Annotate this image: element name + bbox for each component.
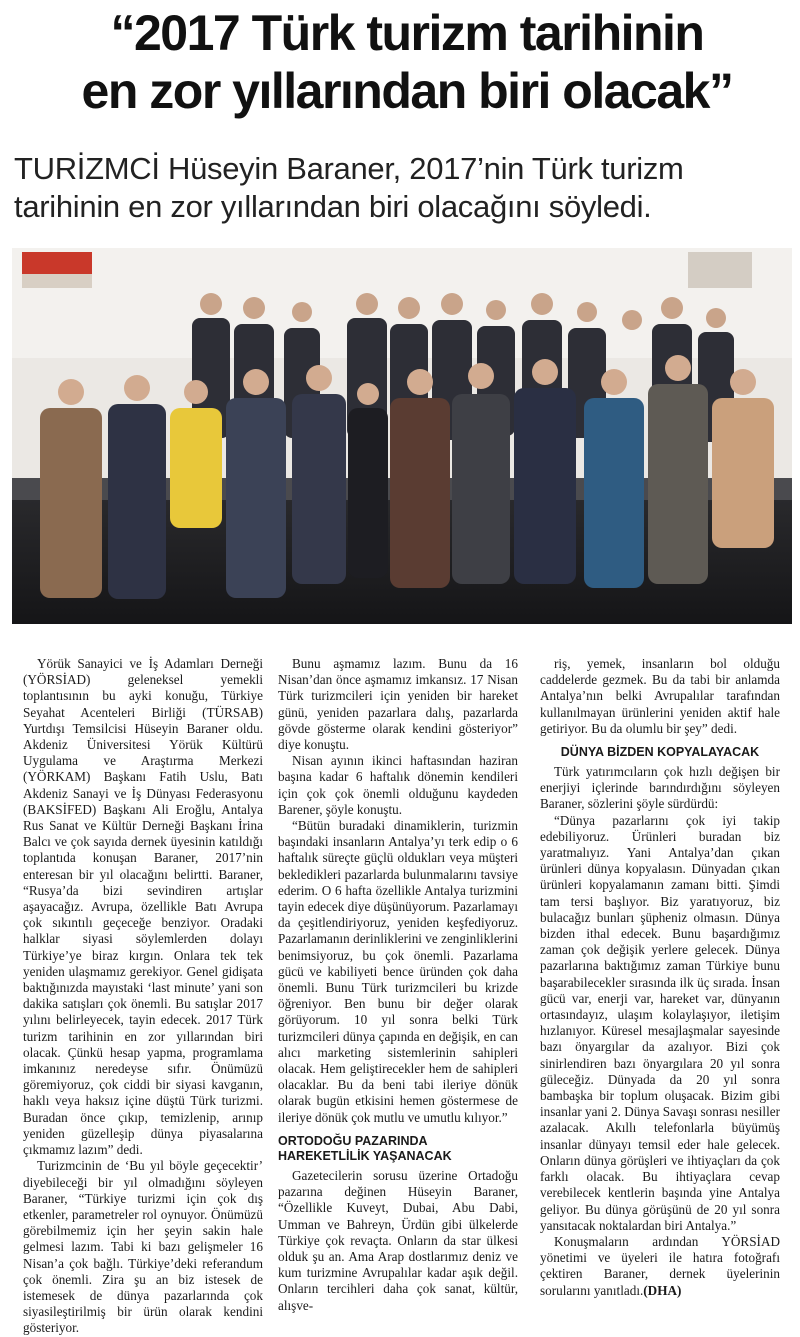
headline [22, 4, 792, 120]
article-paragraph: Gazetecilerin sorusu üzerine Ortadoğu pazarına değinen Hüseyin Baraner, “Özellikle Kuveyt, Dubai, Abu Dabi, Umman ve Bahreyn, Ürdün gibi ülkelerde Türkiye çok revaçta. Onların da star ülkesi olduk şu an. Ama Arap dostlarımız deniz ve kum turizmine Avrupalılar kadar aşık değil. Onların tercihleri daha çok sanat, kültür, alışve- [278, 1167, 518, 1313]
group-photo [12, 248, 792, 624]
article-column-3 [540, 656, 780, 1299]
article-column-2 [278, 656, 518, 1314]
subheading-middle-east: ORTODOĞU PAZARINDA HAREKETLİLİK YAŞANACAK [278, 1133, 452, 1163]
article-paragraph: Turizmcinin de ‘Bu yıl böyle geçecektir’ diyebileceği bir yıl olmadığını söyleyen Baraner, “Türkiye turizmi için çok dış etkenler, parametreler rol oynuyor. Önümüzü görebilmemiz için her şeyin sakin hale gelmesi lazım. Tabi ki bazı gelişmeler 16 Nisan’a çok bağlı. Türkiye’deki referandum çok önemli. Zira şu an biz istesek de istemesek de dünya pazarlarında çok siyasileştirilmiş bir ürün olarak kendini gösteriyor. [23, 1158, 263, 1336]
subheadline: TURİZMCİ Hüseyin Baraner, 2017’nin Türk turizm tarihinin en zor yıllarından biri olacağını söyledi. [14, 151, 684, 224]
subheading-world-copy: DÜNYA BİZDEN KOPYALAYACAK [560, 745, 760, 760]
article-paragraph-final [540, 1234, 780, 1299]
article-paragraph: Bunu aşmamız lazım. Bunu da 16 Nisan’dan önce aşmamız imkansız. 17 Nisan Türk turizmcileri için yeniden bir hareket günü, yeniden pazarlara dalış, pazarlarda gövde gösterme olarak kendini gösteriyor” diye konuştu. [278, 656, 518, 753]
closing-text: Konuşmaların ardından YÖRSİAD yönetimi ve üyeleri ile hatıra fotoğrafı çektiren Baraner, dernek üyelerinin sorularını yanıtladı. [540, 1233, 780, 1298]
headline-line-2: en zor yıllarından biri olacak” [81, 63, 733, 119]
article-paragraph: “Bütün buradaki dinamiklerin, turizmin başındaki insanların Antalya’yı terk edip o 6 haftalık süreçte güçlü oldukları veya müşteri bekledikleri pazarlarda bulunmalarını tavsiye ederim. O 6 hafta özellikle Antalya turizmini tayin edecek diye düşünüyorum. Pazarlamayı da çeşitlendiriyoruz, yeniden keşfediyoruz. Pazarlamanın derinliklerini ve zenginliklerini benimsiyoruz, bu çok önemli. Pazarlama gücü ve kabiliyeti bence üründen çok daha önemli. Bunu Türk turizmcileri bu krizde öğreniyor. Ben bunu bir değer olarak görüyorum. 10 yıl sonra belki Türk turizmcileri dünya çapında en değişik, en can alıcı marketing sistemlerinin sahipleri olacak. Hem geliştirecekler hem de sahipleri olacaklar. Bu da beni tabi ileriye dönük olarak bugün etkisini hemen göstermese de ileriye dönük çok mutlu ve umutlu kılıyor.” [278, 818, 518, 1125]
article-paragraph: Nisan ayının ikinci haftasından haziran başına kadar 6 haftalık dönemin kendileri için çok çok önemli olduğunu kaydeden Barener, şöyle konuştu. [278, 753, 518, 817]
article-paragraph: Türk yatırımcıların çok hızlı değişen bir enerjiyi içlerinde barındırdığını söyleyen Baraner, sözlerini şöyle sürdürdü: [540, 764, 780, 812]
article-paragraph: Yörük Sanayici ve İş Adamları Derneği (YÖRSİAD) geleneksel yemekli toplantısının bu ayki konuğu, Türkiye Seyahat Acenteleri Birliği (TÜRSAB) Yurtdışı Temsilcisi Hüseyin Baraner oldu. Akdeniz Üniversitesi Yörük Kültürü Uygulama ve Araştırma Merkezi (YÖRKAM) Başkanı Fatih Uslu, Batı Akdeniz Sanayi ve İş Dünyası Federasyonu (BAKSİFED) Başkanı Ali Eroğlu, Antalya Rus Sanat ve Kültür Derneği Başkanı İrina Balcı ve çok sayıda dernek üyesinin katıldığı toplantıda konuşan Baraner, 2017’nin enteresan bir yıl olacağını belirtti. Baraner, “Rusya’da bizi sevindiren artışlar aşayacağız. Avrupa, özellikle Batı Avrupa çok sıkıntılı geçeceğe benziyor. Oradaki halklar siyasi söylemlerden dolayı Türkiye’ye biraz kırgın. Onlara tek tek yeniden ulaşmamız gerekiyor. Genel gidişata baktığınızda mayıstaki ‘last minute’ yani son dakika satışları çok önemli. Bu satışlar 2017 yılını belirleyecek, tayin edecek. 2017 Türk turizm tarihinin en zor yıllarından biri olacak. Çünkü hesap yapma, programlama imkanınız neredeyse sıfır. Önümüzü göremiyoruz, çok ciddi bir siyasi kavganın, haklı veya haksız içine düştü Türk turizmi. Buradan önce çıkıp, temizlenip, arınıp yeniden güzelleşip dünya piyasalarına çıkmamız lazım” dedi. [23, 656, 263, 1158]
source-credit: (DHA) [643, 1282, 682, 1298]
article-paragraph: “Dünya pazarlarını çok iyi takip edebiliyoruz. Ürünleri buradan biz yaratmalıyız. Yani Antalya’dan çıkan ürünleri dünya kopyalasın. Dünyadan çıkan ürünleri kopyalamanın zamanı bitti. Şimdi tam tersi başlıyor. Biz yaratıyoruz, biz bulacağız bunları şüpheniz olmasın. Dünya bizden ithal edecek. Bunu başardığımız zaman çok değişik yerlere gelecek. Dünya pazarlarına baktığımız zaman Türkiye bunu başarabilecekler sırasında ilk üç sırada. İnsan gücü var, enerji var, hareket var, dünyanın ortasındayız, ulaşım kolaylaşıyor, iletişim hızlanıyor. Küresel mesajlaşmalar sayesinde bazı önyargılar da azalıyor. Bizi çok sinirlendiren bazı önyargılara 20 yıl sonra güleceğiz. Dünyada da 20 yıl sonra bambaşka bir toplum oluşacak. Bizim gibi insanlar yani 2. Dünya Savaşı sonrası nesiller azalacak. Akıllı telefonlarla büyümüş insanlar dünyayı temsil eder hale gelecek. Onların dünya görüşleri ve ihtiyaçları da çok farklı olacak. Bu ihtiyaçlara cevap verebilecek kentlerin başında yine Antalya geliyor. Bu dünya görüşünü de 20 yıl sonra yansıtacak noktalardan biri Antalya.” [540, 812, 780, 1233]
headline-line-1: “2017 Türk turizm tarihinin [110, 5, 704, 61]
article-column-1 [23, 656, 263, 1337]
article-paragraph: riş, yemek, insanların bol olduğu caddelerde gezmek. Bu da tabi bir anlamda Antalya’nın belki Avrupalılar tarafından kullanılmayan ürünlerini yeniden aktif hale getiriyor. Bu da olumlu bir şey” dedi. [540, 656, 780, 736]
